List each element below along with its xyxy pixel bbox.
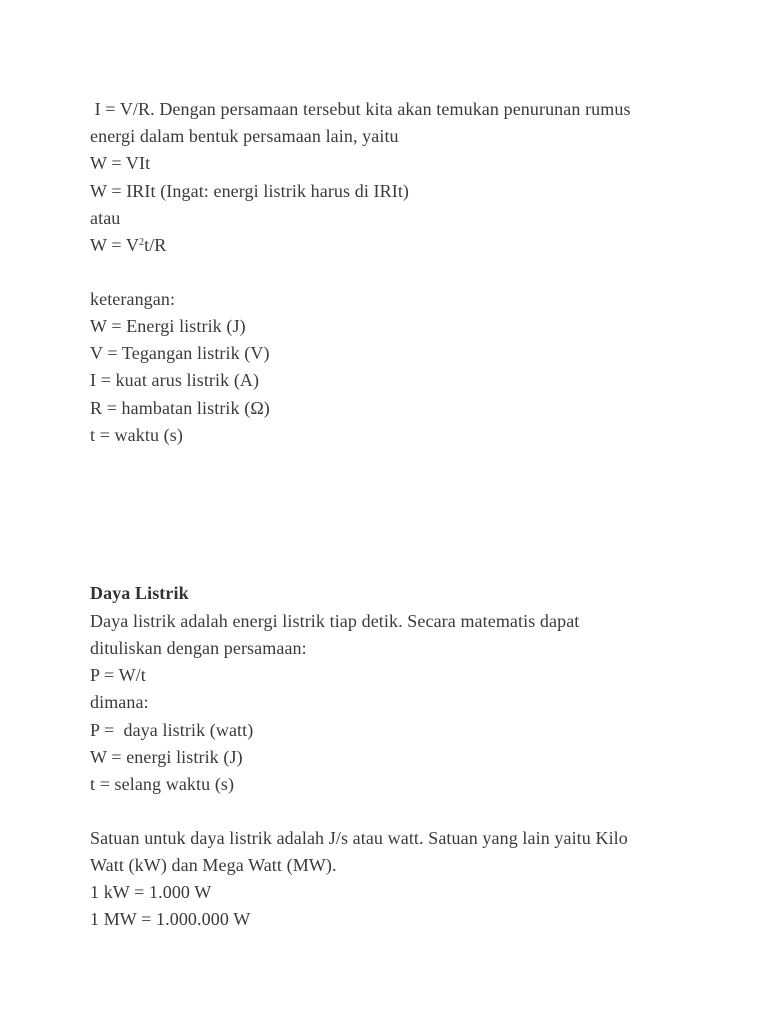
legend-item-current: I = kuat arus listrik (A) <box>90 370 260 390</box>
unit-mw: 1 MW = 1.000.000 W <box>90 909 251 929</box>
legend-item-time: t = waktu (s) <box>90 425 183 445</box>
units-line-1: Satuan untuk daya listrik adalah J/s atau watt. Satuan yang lain yaitu Kilo <box>90 828 628 848</box>
formula-w-vit: W = VIt <box>90 153 151 173</box>
formula-w-v2t-r <box>90 232 166 259</box>
power-line-2: dituliskan dengan persamaan: <box>90 638 307 658</box>
formula-suffix: t/R <box>144 235 167 255</box>
section-heading: Daya Listrik <box>90 583 189 603</box>
intro-atau: atau <box>90 208 121 228</box>
power-def-t: t = selang waktu (s) <box>90 774 235 794</box>
formula-w-irit: W = IRIt (Ingat: energi listrik harus di IRIt) <box>90 181 410 201</box>
formula-p-w-t: P = W/t <box>90 665 146 685</box>
legend-item-voltage: V = Tegangan listrik (V) <box>90 343 270 363</box>
units-line-2: Watt (kW) dan Mega Watt (MW). <box>90 855 337 875</box>
power-dimana: dimana: <box>90 692 149 712</box>
unit-kw: 1 kW = 1.000 W <box>90 882 212 902</box>
intro-line-1: I = V/R. Dengan persamaan tersebut kita akan temukan penurunan rumus <box>90 99 631 119</box>
legend-title: keterangan: <box>90 289 176 309</box>
power-def-w: W = energi listrik (J) <box>90 747 243 767</box>
power-def-p: P = daya listrik (watt) <box>90 720 254 740</box>
legend-item-energy: W = Energi listrik (J) <box>90 316 246 336</box>
formula-prefix: W = V <box>90 235 139 255</box>
power-line-1: Daya listrik adalah energi listrik tiap detik. Secara matematis dapat <box>90 611 580 631</box>
formula-superscript: 2 <box>139 237 145 248</box>
legend-item-resistance: R = hambatan listrik (Ω) <box>90 398 270 418</box>
intro-line-2: energi dalam bentuk persamaan lain, yaitu <box>90 126 399 146</box>
